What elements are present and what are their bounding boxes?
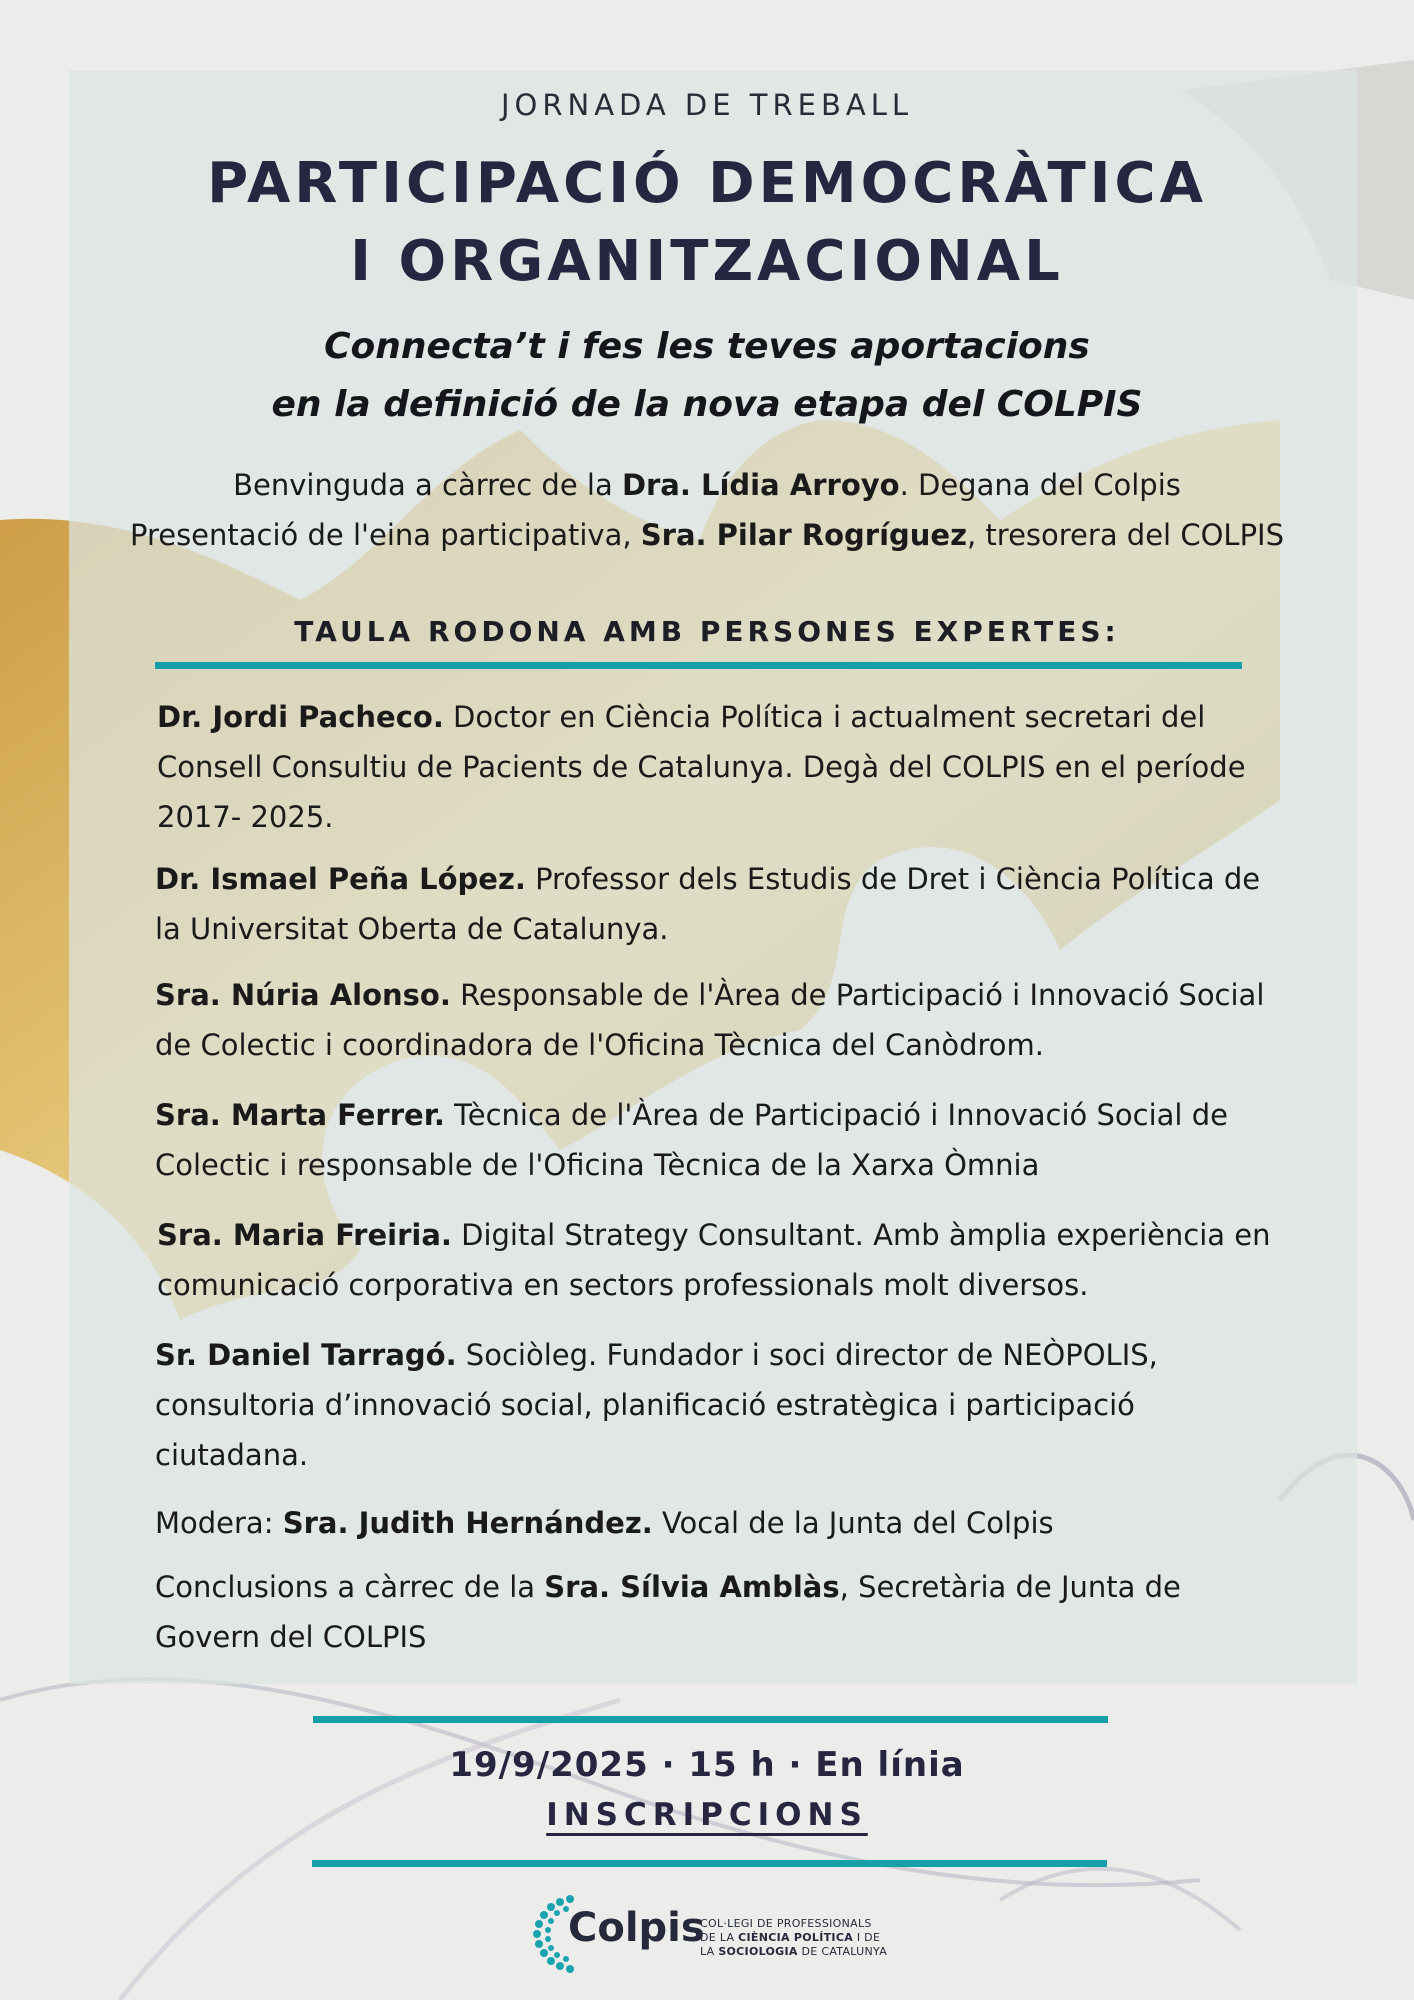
page-title <box>0 145 1414 301</box>
expert-name: Sra. Maria Freiria. <box>157 1218 452 1252</box>
expert-item-5 <box>157 1210 1307 1310</box>
colpis-logo <box>530 1893 890 1973</box>
tagline-text: DE CATALUNYA <box>797 1945 888 1958</box>
moderator-role: Vocal de la Junta del Colpis <box>652 1506 1054 1540</box>
welcome-speaker: Dra. Lídia Arroyo <box>621 468 900 502</box>
colpis-wordmark: Colpis <box>568 1905 705 1951</box>
date-divider-bottom <box>312 1860 1107 1867</box>
conclusions-line <box>155 1562 1285 1662</box>
expert-item-1 <box>157 692 1297 842</box>
welcome-prefix: Benvinguda a càrrec de la <box>233 468 622 502</box>
title-line-2: I ORGANITZACIONAL <box>350 229 1064 294</box>
conclusions-prefix: Conclusions a càrrec de la <box>155 1570 545 1604</box>
expert-name: Sr. Daniel Tarragó. <box>155 1338 457 1372</box>
expert-description: Tècnica de l'Àrea de Participació i Innovació Social de Colectic i responsable de l'Oficina Tècnica de la Xarxa Òmnia <box>155 1098 1228 1182</box>
tagline-bold: SOCIOLOGIA <box>718 1945 798 1958</box>
expert-item-2 <box>155 854 1275 954</box>
event-date-time: 19/9/2025 · 15 h · En línia <box>449 1745 965 1785</box>
date-divider-top <box>313 1716 1108 1723</box>
round-table-heading: TAULA RODONA AMB PERSONES EXPERTES: <box>294 615 1120 648</box>
welcome-suffix: . Degana del Colpis <box>899 468 1181 502</box>
presentation-speaker: Sra. Pilar Rogríguez <box>640 518 967 552</box>
expert-description: Professor dels Estudis de Dret i Ciència Política de la Universitat Oberta de Catalunya. <box>155 862 1261 946</box>
moderator-prefix: Modera: <box>155 1506 283 1540</box>
presentation-suffix: , tresorera del COLPIS <box>966 518 1285 552</box>
conclusions-role: , Secretària de Junta de Govern del COLPIS <box>155 1570 1181 1654</box>
subtitle-line-1: Connecta’t i fes les teves aportacions <box>324 326 1090 367</box>
tagline-text: DE LA <box>700 1931 739 1944</box>
signup-area <box>0 1797 1414 1833</box>
expert-description: Sociòleg. Fundador i soci director de NEÒPOLIS, consultoria d’innovació social, planificació estratègica i participació ciutadana. <box>155 1338 1158 1472</box>
subtitle-line-2: en la definició de la nova etapa del COLPIS <box>271 384 1143 425</box>
event-type-label: JORNADA DE TREBALL <box>500 88 914 122</box>
expert-item-6 <box>155 1330 1275 1480</box>
signup-link[interactable]: INSCRIPCIONS <box>546 1797 868 1833</box>
colpis-tagline <box>700 1917 887 1959</box>
tagline-text: I DE <box>853 1931 881 1944</box>
title-line-1: PARTICIPACIÓ DEMOCRÀTICA <box>207 151 1207 216</box>
presentation-line <box>60 510 1354 560</box>
expert-name: Sra. Marta Ferrer. <box>155 1098 445 1132</box>
heading-divider <box>155 662 1242 669</box>
tagline-text: LA <box>700 1945 719 1958</box>
conclusions-speaker: Sra. Sílvia Amblàs <box>544 1570 840 1604</box>
moderator-name: Sra. Judith Hernández. <box>282 1506 653 1540</box>
expert-description: Digital Strategy Consultant. Amb àmplia experiència en comunicació corporativa en sectors professionals molt diversos. <box>157 1218 1271 1302</box>
expert-name: Sra. Núria Alonso. <box>155 978 451 1012</box>
tagline-line-3 <box>700 1945 887 1959</box>
expert-name: Dr. Jordi Pacheco. <box>157 700 444 734</box>
expert-item-3 <box>155 970 1275 1070</box>
tagline-line-2 <box>700 1931 887 1945</box>
tagline-bold: CIÈNCIA POLÍTICA <box>738 1931 854 1944</box>
moderator-line <box>155 1498 1275 1548</box>
expert-item-4 <box>155 1090 1275 1190</box>
welcome-line <box>60 460 1354 510</box>
tagline-line-1: COL·LEGI DE PROFESSIONALS <box>700 1917 872 1930</box>
expert-description: Doctor en Ciència Política i actualment secretari del Consell Consultiu de Pacients de Catalunya. Degà del COLPIS en el període 2017- 2025. <box>157 700 1246 834</box>
subtitle <box>0 318 1414 434</box>
expert-name: Dr. Ismael Peña López. <box>155 862 526 896</box>
presentation-prefix: Presentació de l'eina participativa, <box>129 518 641 552</box>
intro-block <box>60 460 1354 560</box>
expert-description: Responsable de l'Àrea de Participació i Innovació Social de Colectic i coordinadora de l'Oficina Tècnica del Canòdrom. <box>155 978 1265 1062</box>
